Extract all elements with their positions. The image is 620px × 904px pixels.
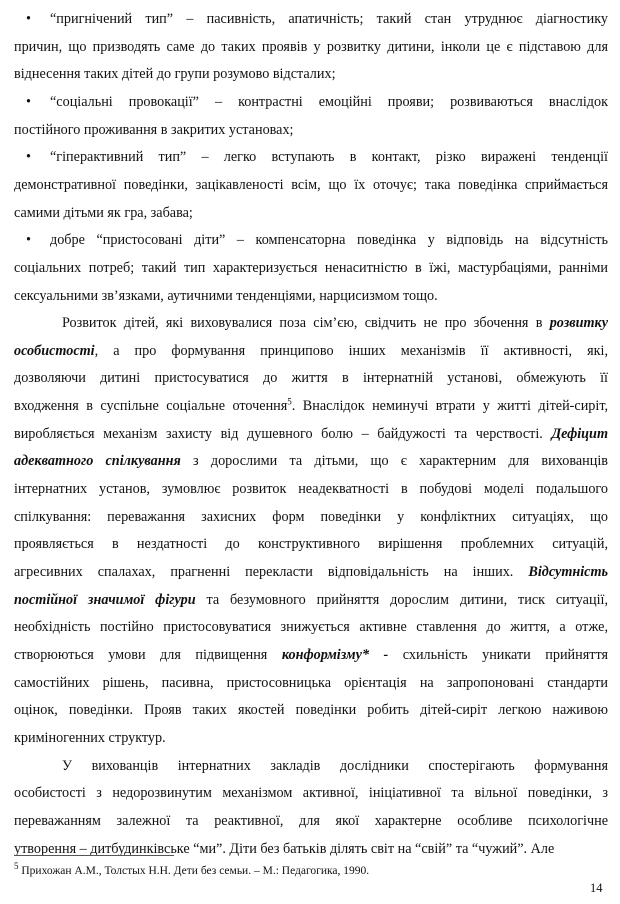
footnote-marker: 5 <box>14 861 19 872</box>
emphasis-text: конформізму* - <box>281 646 389 663</box>
text-run: агресивних спалахах, прагненні перекласти відповідальність на інших. <box>14 564 529 580</box>
emphasis-text: особистості <box>14 342 95 359</box>
text-line <box>14 65 608 83</box>
bullet-icon: • <box>26 149 31 166</box>
text-line <box>14 204 608 222</box>
text-line <box>14 148 608 166</box>
footnote-separator <box>14 855 174 856</box>
text-run: входження в суспільне соціальне оточення <box>14 398 288 415</box>
text-line <box>14 314 608 332</box>
text-line <box>14 757 608 775</box>
text-line <box>14 535 608 553</box>
text-run: . Внаслідок неминучі втрати у житті дітей-сиріт, <box>291 398 608 415</box>
text-line <box>14 646 608 664</box>
text-run: “пригнічений тип” – пасивність, апатичність; такий стан утруднює діагностику <box>50 11 608 27</box>
text-run: Розвиток дітей, які виховувалися поза сім’єю, свідчить не про збочення в <box>62 315 550 332</box>
text-line <box>14 93 608 111</box>
text-run: сексуальними зв’язками, аутичними тенденціями, нарцисизмом тощо. <box>14 287 438 304</box>
text-line <box>14 701 608 719</box>
text-line <box>14 287 608 305</box>
text-run: та безумовного прийняття дорослим дитини, тиск ситуації, <box>195 591 608 608</box>
text-line <box>14 618 608 636</box>
text-line <box>14 121 608 139</box>
text-run: У вихованців інтернатних закладів дослідники спостерігають формування <box>62 757 608 774</box>
bullet-icon: • <box>26 232 31 249</box>
text-run: “соціальні провокації” – контрастні емоційні прояви; розвиваються внаслідок <box>50 93 608 110</box>
text-run: самостійних рішень, пасивна, пристосовницька орієнтація на запропоновані стандарти <box>14 674 608 691</box>
text-line <box>14 342 608 360</box>
text-run: самими дітьми як гра, забава; <box>14 204 193 221</box>
text-run: криміногенних структур. <box>14 729 166 746</box>
text-line <box>14 508 608 526</box>
text-line <box>14 10 608 28</box>
footnote <box>14 861 370 878</box>
text-run: схильність уникати прийняття <box>388 646 608 663</box>
text-run: демонстративної поведінки, зацікавленості всім, що їх оточує; така поведінка сприймається <box>14 176 608 193</box>
footnote-ref: 5 <box>287 396 292 407</box>
footnote-text: Прихожан А.М., Толстых Н.Н. Дети без семьи. – М.: Педагогика, 1990. <box>18 865 370 877</box>
bullet-icon: • <box>26 93 31 110</box>
text-run: необхідність постійно пристосовуватися знижується активне ставлення до життя, а отже, <box>14 619 608 636</box>
text-line <box>14 176 608 194</box>
text-run: виробляється механізм захисту від душевного болю – байдужості та черствості. <box>14 425 552 442</box>
text-line <box>14 259 608 277</box>
text-line <box>14 38 608 56</box>
emphasis-text: Дефіцит <box>551 425 608 442</box>
text-run: причин, що призводять саме до таких проявів у розвитку дитини, інколи це є підставою для <box>14 38 608 55</box>
text-line <box>14 563 608 581</box>
text-run: дозволяючи дитині пристосуватися до життя в інтернатній установі, обмежують її <box>14 370 608 387</box>
emphasis-text: постійної значимої фігури <box>14 591 196 608</box>
page-number: 14 <box>590 881 603 895</box>
text-line <box>14 784 608 802</box>
text-line <box>14 591 608 609</box>
text-line <box>14 425 608 443</box>
emphasis-text: Відсутність <box>528 564 608 580</box>
text-run: утворення – дитбудинківське “ми”. Діти без батьків ділять світ на “свій” та “чужий”. Але <box>14 840 555 857</box>
text-line <box>14 812 608 830</box>
text-run: особистості з недорозвинутим механізмом активної, ініціативної та вільної поведінки, з <box>14 785 608 802</box>
text-line <box>14 480 608 498</box>
text-run: добре “пристосовані діти” – компенсаторна поведінка у відповідь на відсутність <box>50 232 608 249</box>
text-run: соціальних потреб; такий тип характеризується ненаситністю в їжі, мастурбаціями, ранніми <box>14 259 608 276</box>
text-run: спілкування: переважання захисних форм поведінки у конфліктних ситуаціях, що <box>14 508 608 525</box>
emphasis-text: адекватного спілкування <box>14 453 181 470</box>
text-run: оцінок, поведінки. Прояв таких якостей поведінки робить дітей-сиріт легкою наживою <box>14 702 608 719</box>
text-run: віднесення таких дітей до групи розумово відсталих; <box>14 66 336 83</box>
text-run: з дорослими та дітьми, що є характерним для вихованців <box>180 453 608 470</box>
emphasis-text: розвитку <box>549 315 608 332</box>
text-line <box>14 674 608 692</box>
text-run: проявляється в нездатності до конструктивного вирішення проблемних ситуацій, <box>14 536 608 553</box>
text-line <box>14 369 608 387</box>
text-run: створюються умови для підвищення <box>14 646 282 663</box>
text-run: переважанням залежної та реактивної, для якої характерне особливе психологічне <box>14 812 608 829</box>
text-line <box>14 397 608 415</box>
bullet-icon: • <box>26 11 31 27</box>
text-line <box>14 231 608 249</box>
text-run: інтернатних установ, зумовлює розвиток неадекватності в побудові моделі подальшого <box>14 481 608 498</box>
text-line <box>14 452 608 470</box>
text-run: “гіперактивний тип” – легко вступають в контакт, різко виражені тенденції <box>50 149 608 166</box>
text-line <box>14 729 608 747</box>
text-run: постійного проживання в закритих установах; <box>14 121 294 138</box>
text-run: , а про формування принципово інших механізмів її активності, які, <box>94 342 608 359</box>
